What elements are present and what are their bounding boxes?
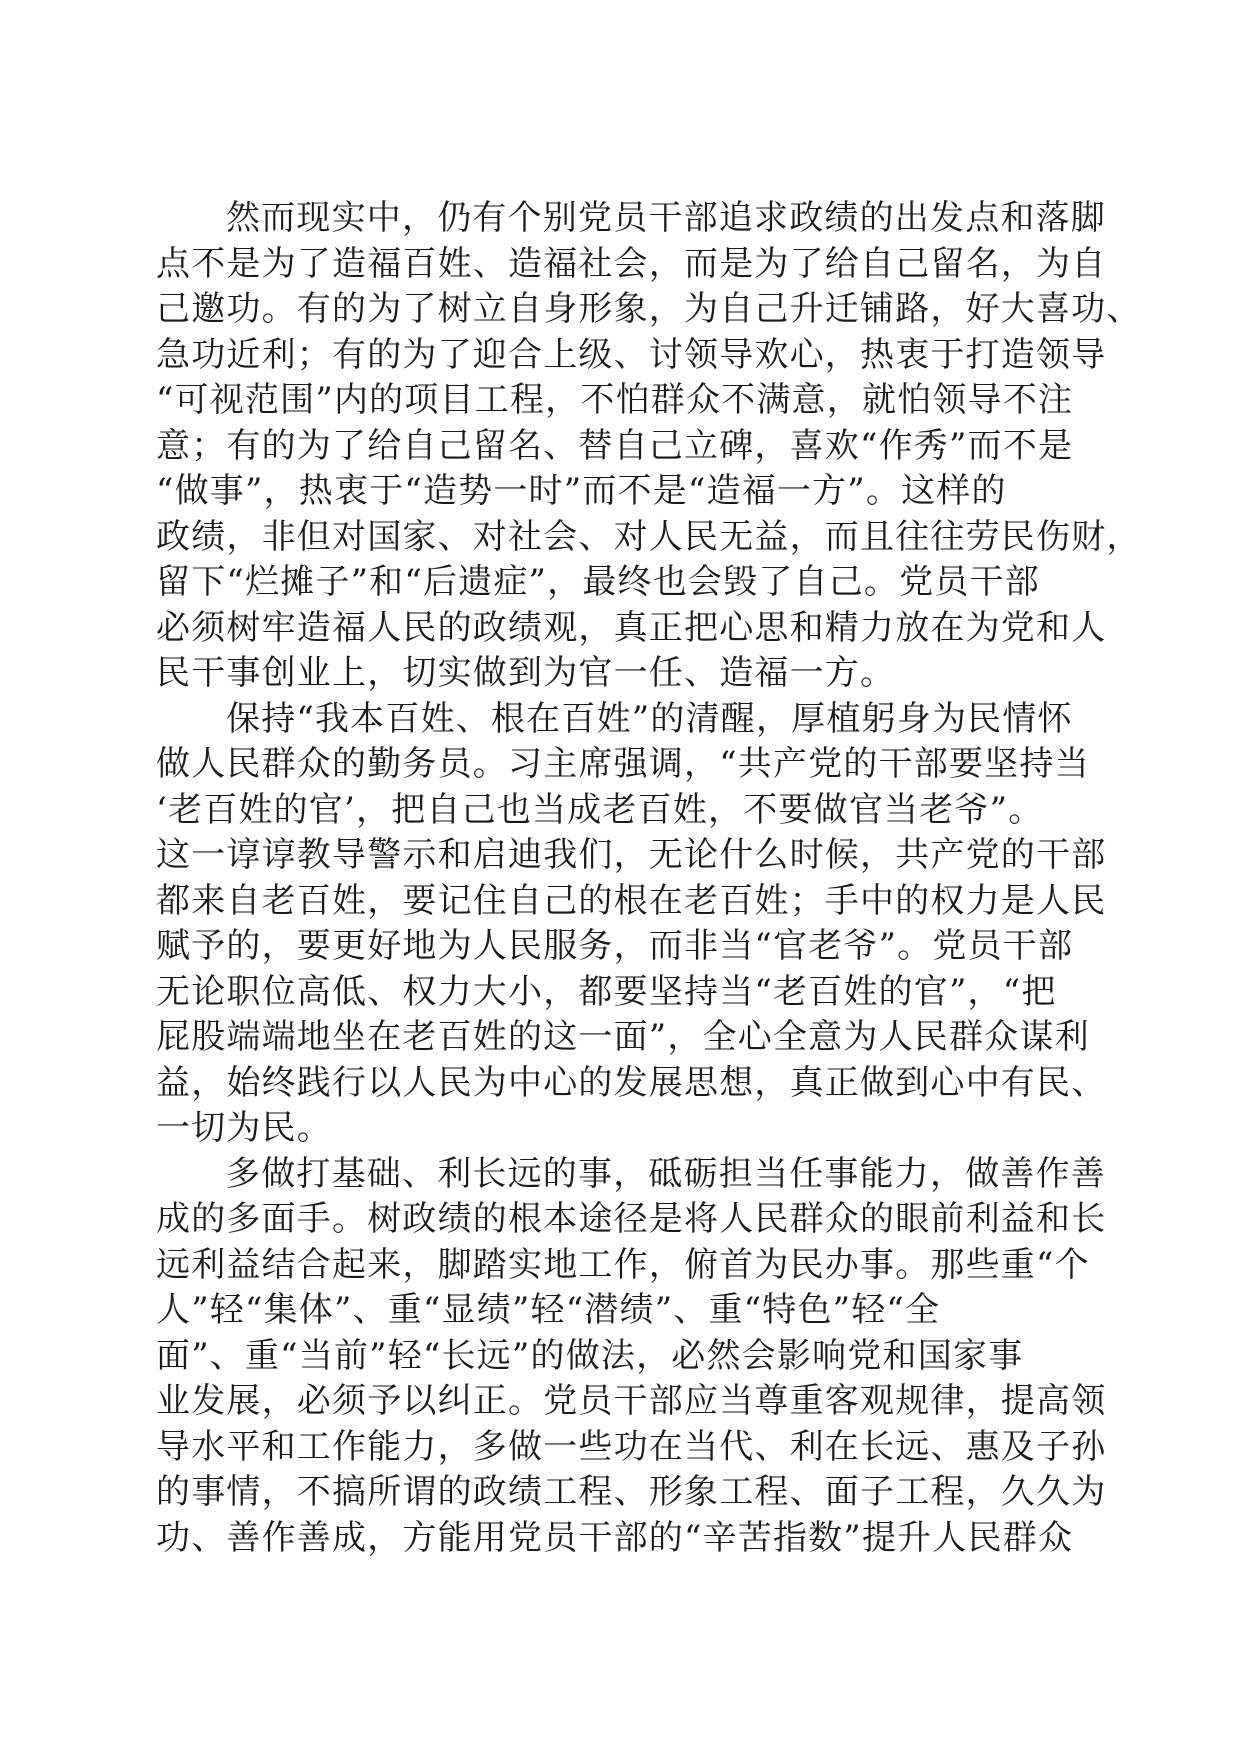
paragraph-line: ‘老百姓的官’，把自己也当成老百姓，不要做官当老爷”。 [156, 789, 1044, 830]
paragraph-line: 功、善作善成，方能用党员干部的“辛苦指数”提升人民群众 [156, 1517, 1074, 1558]
paragraph-line: 远利益结合起来，脚踏实地工作，俯首为民办事。那些重“个 [156, 1244, 1090, 1285]
paragraph-3 [156, 1152, 1107, 1562]
paragraph-line: 人”轻“集体”、重“显绩”轻“潜绩”、重“特色”轻“全 [156, 1290, 941, 1330]
paragraph-2 [156, 697, 1107, 1152]
document-body [156, 196, 1142, 1561]
paragraph-line: 意；有的为了给自己留名、替自己立碑，喜欢“作秀”而不是 [156, 425, 1074, 466]
paragraph-line: 留下“烂摊子”和“后遗症”，最终也会毁了自己。党员干部 [156, 562, 1040, 602]
paragraph-line: 急功近利；有的为了迎合上级、讨领导欢心，热衷于打造领导 [156, 334, 1107, 375]
paragraph-line: 成的多面手。树政绩的根本途径是将人民群众的眼前利益和长 [156, 1199, 1107, 1239]
paragraph-line: 赋予的，要更好地为人民服务，而非当“官老爷”。党员干部 [156, 926, 1074, 966]
paragraph-line: 己邀功。有的为了树立自身形象，为自己升迁铺路，好大喜功、 [156, 289, 1142, 329]
paragraph-line: 政绩，非但对国家、对社会、对人民无益，而且往往劳民伤财， [156, 516, 1142, 557]
paragraph-line: 益，始终践行以人民为中心的发展思想，真正做到心中有民、 [156, 1062, 1107, 1103]
paragraph-line: 业发展，必须予以纠正。党员干部应当尊重客观规律，提高领 [156, 1381, 1107, 1421]
paragraph-line: 保持“我本百姓、根在百姓”的清醒，厚植躬身为民情怀 [226, 698, 1073, 739]
paragraph-line: 点不是为了造福百姓、造福社会，而是为了给自己留名，为自 [156, 243, 1107, 284]
paragraph-line: 必须树牢造福人民的政绩观，真正把心思和精力放在为党和人 [156, 607, 1107, 648]
paragraph-line: 的事情，不搞所谓的政绩工程、形象工程、面子工程，久久为 [156, 1472, 1107, 1512]
paragraph-line: 民干事创业上，切实做到为官一任、造福一方。 [156, 653, 896, 693]
paragraph-line: 这一谆谆教导警示和启迪我们，无论什么时候，共产党的干部 [156, 835, 1107, 875]
paragraph-line: 一切为民。 [156, 1108, 332, 1148]
paragraph-1 [156, 196, 1142, 697]
paragraph-line: 都来自老百姓，要记住自己的根在老百姓；手中的权力是人民 [156, 880, 1107, 921]
paragraph-line: 屁股端端地坐在老百姓的这一面”，全心全意为人民群众谋利 [156, 1017, 1090, 1057]
paragraph-line: 然而现实中，仍有个别党员干部追求政绩的出发点和落脚 [226, 198, 1106, 238]
paragraph-line: 面”、重“当前”轻“长远”的做法，必然会影响党和国家事 [156, 1335, 1024, 1376]
paragraph-line: “可视范围”内的项目工程，不怕群众不满意，就怕领导不注 [156, 380, 1074, 420]
paragraph-line: 多做打基础、利长远的事，砥砺担当任事能力，做善作善 [226, 1153, 1106, 1194]
paragraph-line: “做事”，热衷于“造势一时”而不是“造福一方”。这样的 [156, 471, 1007, 511]
paragraph-line: 导水平和工作能力，多做一些功在当代、利在长远、惠及子孙 [156, 1426, 1107, 1467]
paragraph-line: 无论职位高低、权力大小，都要坚持当“老百姓的官”，“把 [156, 971, 1057, 1012]
paragraph-line: 做人民群众的勤务员。习主席强调，“共产党的干部要坚持当 [156, 744, 1090, 784]
